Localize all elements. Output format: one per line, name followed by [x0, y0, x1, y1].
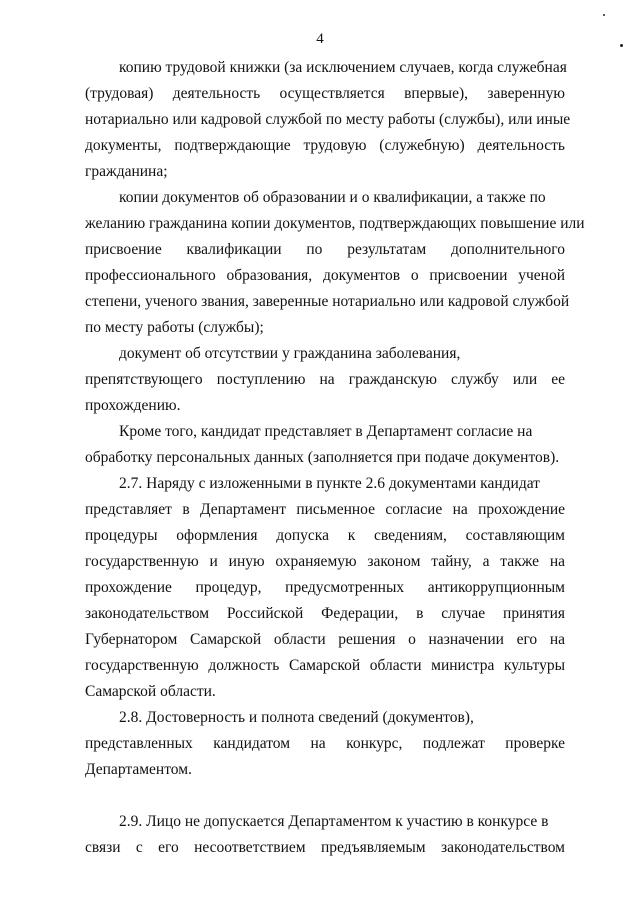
text-line: Самарской области.: [85, 683, 216, 700]
text-line: документы, подтверждающие трудовую (служебную) деятельность: [85, 137, 565, 154]
text-line: 2.7. Наряду с изложенными в пункте 2.6 документами кандидат: [119, 475, 540, 492]
page-number: 4: [316, 31, 324, 47]
text-line: представляет в Департамент письменное согласие на прохождение: [85, 501, 565, 518]
scan-speck: [603, 14, 605, 16]
text-line: желанию гражданина копии документов, подтверждающих повышение или: [85, 215, 585, 232]
text-line: государственную и иную охраняемую законом тайну, а также на: [85, 553, 565, 570]
text-line: связи с его несоответствием предъявляемым законодательством: [85, 839, 565, 856]
text-line: процедуры оформления допуска к сведениям, составляющим: [85, 527, 565, 544]
text-line: представленных кандидатом на конкурс, подлежат проверке: [85, 735, 565, 752]
text-line: государственную должность Самарской области министра культуры: [85, 657, 565, 674]
text-line: присвоение квалификации по результатам дополнительного: [85, 241, 565, 258]
scan-speck: [620, 44, 623, 47]
text-line: 2.9. Лицо не допускается Департаментом к участию в конкурсе в: [119, 813, 549, 830]
text-line: 2.8. Достоверность и полнота сведений (документов),: [119, 709, 474, 726]
text-line: (трудовая) деятельность осуществляется впервые), заверенную: [85, 85, 565, 102]
text-line: прохождению.: [85, 397, 181, 414]
text-line: Губернатором Самарской области решения о назначении его на: [85, 631, 565, 648]
text-line: гражданина;: [85, 163, 168, 180]
text-line: копию трудовой книжки (за исключением случаев, когда служебная: [119, 59, 567, 76]
text-line: по месту работы (службы);: [85, 319, 264, 336]
text-line: препятствующего поступлению на гражданскую службу или ее: [85, 371, 565, 388]
text-line: обработку персональных данных (заполняется при подаче документов).: [85, 449, 560, 466]
text-line: документ об отсутствии у гражданина заболевания,: [119, 345, 461, 362]
text-line: степени, ученого звания, заверенные нотариально или кадровой службой: [85, 293, 570, 310]
text-line: нотариально или кадровой службой по месту работы (службы), или иные: [85, 111, 571, 128]
text-line: прохождение процедур, предусмотренных антикоррупционным: [85, 579, 565, 596]
text-line: копии документов об образовании и о квалификации, а также по: [119, 189, 546, 206]
text-line: законодательством Российской Федерации, в случае принятия: [85, 605, 565, 622]
text-line: профессионального образования, документов о присвоении ученой: [85, 267, 565, 284]
text-line: Кроме того, кандидат представляет в Департамент согласие на: [119, 423, 533, 440]
text-line: Департаментом.: [85, 761, 192, 778]
